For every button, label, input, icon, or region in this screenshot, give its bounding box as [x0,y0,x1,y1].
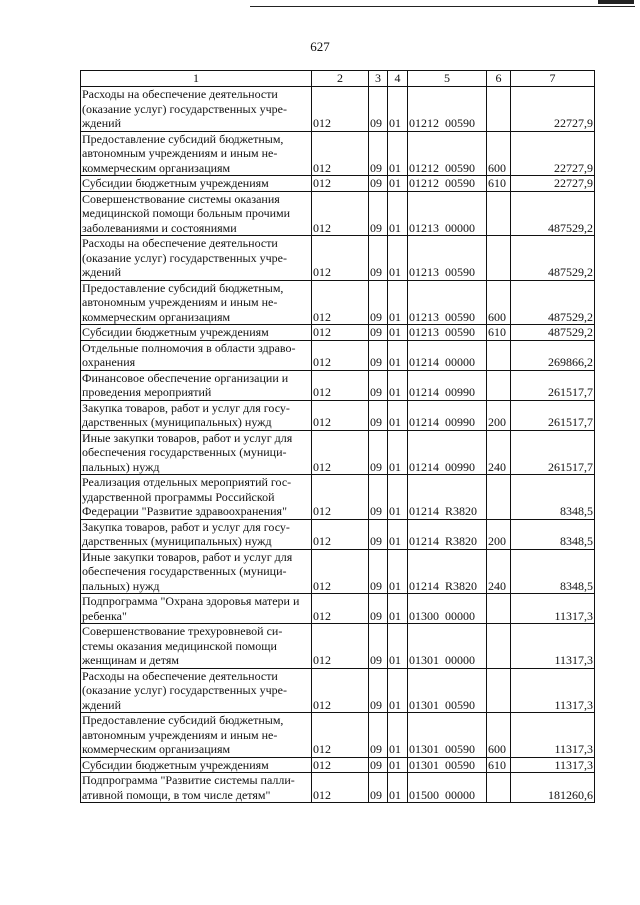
row-vr-code: 240 [487,549,511,594]
row-pr-code: 01 [388,236,408,281]
row-sum: 11317,3 [511,713,595,758]
row-gr-code: 012 [312,475,369,520]
row-name: Субсидии бюджетным учреждениям [81,757,312,773]
row-gr-code: 012 [312,549,369,594]
header-row [81,71,595,87]
row-csr-code: 01214 R3820 [408,475,487,520]
row-rz-code: 09 [369,280,388,325]
row-sum: 261517,7 [511,370,595,400]
row-gr-code: 012 [312,325,369,341]
row-name: Субсидии бюджетным учреждениям [81,325,312,341]
row-name: Реализация отдельных мероприятий гос- ударственной программы Российской Федерации "Развитие здравоохранения" [81,475,312,520]
row-gr-code: 012 [312,370,369,400]
table-row [81,668,595,713]
row-csr-code: 01213 00590 [408,325,487,341]
column-header: 1 [81,71,312,87]
row-name: Предоставление субсидий бюджетным, автономным учреждениям и иным не- коммерческим организациям [81,280,312,325]
row-csr-code: 01214 R3820 [408,549,487,594]
row-sum: 487529,2 [511,280,595,325]
row-gr-code: 012 [312,176,369,192]
row-rz-code: 09 [369,325,388,341]
table-row [81,713,595,758]
row-vr-code [487,594,511,624]
row-csr-code: 01301 00590 [408,668,487,713]
table-row [81,519,595,549]
row-vr-code [487,370,511,400]
row-pr-code: 01 [388,430,408,475]
row-vr-code: 200 [487,519,511,549]
row-pr-code: 01 [388,773,408,803]
row-rz-code: 09 [369,191,388,236]
row-pr-code: 01 [388,325,408,341]
row-rz-code: 09 [369,400,388,430]
row-rz-code: 09 [369,236,388,281]
row-name: Предоставление субсидий бюджетным, автономным учреждениям и иным не- коммерческим организациям [81,713,312,758]
row-name: Расходы на обеспечение деятельности (оказание услуг) государственных учре- ждений [81,236,312,281]
row-rz-code: 09 [369,773,388,803]
row-gr-code: 012 [312,773,369,803]
table-row [81,624,595,669]
table-row [81,325,595,341]
table-row [81,430,595,475]
table-row [81,236,595,281]
row-rz-code: 09 [369,370,388,400]
row-rz-code: 09 [369,757,388,773]
table-row [81,773,595,803]
row-pr-code: 01 [388,713,408,758]
row-pr-code: 01 [388,87,408,132]
row-csr-code: 01213 00590 [408,280,487,325]
row-vr-code [487,624,511,669]
row-csr-code: 01214 00000 [408,340,487,370]
row-name: Закупка товаров, работ и услуг для госу- дарственных (муниципальных) нужд [81,519,312,549]
row-name: Предоставление субсидий бюджетным, автономным учреждениям и иным не- коммерческим организациям [81,131,312,176]
row-pr-code: 01 [388,340,408,370]
column-header: 7 [511,71,595,87]
column-header: 6 [487,71,511,87]
row-csr-code: 01301 00590 [408,757,487,773]
table-row [81,549,595,594]
row-pr-code: 01 [388,519,408,549]
row-gr-code: 012 [312,757,369,773]
table-row [81,370,595,400]
row-sum: 22727,9 [511,87,595,132]
row-rz-code: 09 [369,430,388,475]
row-gr-code: 012 [312,519,369,549]
row-vr-code [487,773,511,803]
row-sum: 11317,3 [511,624,595,669]
row-sum: 261517,7 [511,430,595,475]
page-number: 627 [310,39,330,54]
table-row [81,280,595,325]
table-row [81,340,595,370]
row-vr-code: 600 [487,280,511,325]
row-pr-code: 01 [388,475,408,520]
row-name: Иные закупки товаров, работ и услуг для обеспечения государственных (муници- пальных) нужд [81,549,312,594]
row-gr-code: 012 [312,340,369,370]
row-csr-code: 01213 00590 [408,236,487,281]
row-vr-code: 200 [487,400,511,430]
row-vr-code [487,236,511,281]
row-sum: 22727,9 [511,176,595,192]
row-name: Расходы на обеспечение деятельности (оказание услуг) государственных учре- ждений [81,668,312,713]
row-vr-code [487,87,511,132]
row-gr-code: 012 [312,236,369,281]
row-pr-code: 01 [388,668,408,713]
row-gr-code: 012 [312,191,369,236]
row-rz-code: 09 [369,519,388,549]
row-pr-code: 01 [388,370,408,400]
row-sum: 8348,5 [511,549,595,594]
row-pr-code: 01 [388,624,408,669]
table-row [81,594,595,624]
table-row [81,191,595,236]
row-pr-code: 01 [388,400,408,430]
row-sum: 181260,6 [511,773,595,803]
row-rz-code: 09 [369,713,388,758]
row-sum: 11317,3 [511,668,595,713]
row-csr-code: 01212 00590 [408,176,487,192]
row-csr-code: 01214 00990 [408,430,487,475]
row-csr-code: 01300 00000 [408,594,487,624]
row-csr-code: 01213 00000 [408,191,487,236]
row-vr-code: 240 [487,430,511,475]
row-pr-code: 01 [388,191,408,236]
row-csr-code: 01301 00000 [408,624,487,669]
row-rz-code: 09 [369,475,388,520]
top-rule [250,6,635,7]
row-name: Субсидии бюджетным учреждениям [81,176,312,192]
row-sum: 487529,2 [511,191,595,236]
row-pr-code: 01 [388,280,408,325]
row-vr-code [487,668,511,713]
table-row [81,87,595,132]
row-rz-code: 09 [369,668,388,713]
table-row [81,176,595,192]
top-mark [598,0,634,4]
row-rz-code: 09 [369,549,388,594]
row-name: Расходы на обеспечение деятельности (оказание услуг) государственных учре- ждений [81,87,312,132]
row-gr-code: 012 [312,280,369,325]
row-name: Иные закупки товаров, работ и услуг для обеспечения государственных (муници- пальных) нужд [81,430,312,475]
row-gr-code: 012 [312,713,369,758]
row-vr-code [487,191,511,236]
row-gr-code: 012 [312,430,369,475]
row-gr-code: 012 [312,668,369,713]
row-gr-code: 012 [312,87,369,132]
table-row [81,400,595,430]
row-name: Отдельные полномочия в области здраво- охранения [81,340,312,370]
row-gr-code: 012 [312,624,369,669]
row-rz-code: 09 [369,176,388,192]
row-csr-code: 01212 00590 [408,131,487,176]
row-vr-code: 610 [487,176,511,192]
row-gr-code: 012 [312,594,369,624]
budget-table [80,70,595,803]
row-name: Совершенствование трехуровневой си- стемы оказания медицинской помощи женщинам и детям [81,624,312,669]
row-csr-code: 01214 R3820 [408,519,487,549]
row-pr-code: 01 [388,176,408,192]
row-pr-code: 01 [388,131,408,176]
row-rz-code: 09 [369,87,388,132]
row-pr-code: 01 [388,757,408,773]
row-csr-code: 01214 00990 [408,370,487,400]
column-header: 5 [408,71,487,87]
row-vr-code: 600 [487,131,511,176]
row-gr-code: 012 [312,131,369,176]
row-name: Закупка товаров, работ и услуг для госу- дарственных (муниципальных) нужд [81,400,312,430]
row-rz-code: 09 [369,594,388,624]
row-sum: 487529,2 [511,236,595,281]
row-sum: 8348,5 [511,475,595,520]
row-vr-code [487,475,511,520]
row-csr-code: 01212 00590 [408,87,487,132]
row-pr-code: 01 [388,594,408,624]
column-header: 4 [388,71,408,87]
row-rz-code: 09 [369,624,388,669]
row-name: Подпрограмма "Развитие системы палли- ативной помощи, в том числе детям" [81,773,312,803]
row-vr-code: 610 [487,325,511,341]
row-name: Подпрограмма "Охрана здоровья матери и ребенка" [81,594,312,624]
row-rz-code: 09 [369,131,388,176]
column-header: 3 [369,71,388,87]
row-sum: 11317,3 [511,757,595,773]
row-csr-code: 01214 00990 [408,400,487,430]
row-csr-code: 01500 00000 [408,773,487,803]
row-vr-code: 610 [487,757,511,773]
row-sum: 22727,9 [511,131,595,176]
row-sum: 487529,2 [511,325,595,341]
column-header: 2 [312,71,369,87]
row-pr-code: 01 [388,549,408,594]
row-vr-code: 600 [487,713,511,758]
row-sum: 8348,5 [511,519,595,549]
row-name: Финансовое обеспечение организации и проведения мероприятий [81,370,312,400]
row-sum: 11317,3 [511,594,595,624]
row-rz-code: 09 [369,340,388,370]
row-vr-code [487,340,511,370]
row-name: Совершенствование системы оказания медицинской помощи больным прочими заболеваниями и состояниями [81,191,312,236]
row-sum: 261517,7 [511,400,595,430]
row-gr-code: 012 [312,400,369,430]
row-csr-code: 01301 00590 [408,713,487,758]
row-sum: 269866,2 [511,340,595,370]
table-row [81,131,595,176]
table-row [81,475,595,520]
table-row [81,757,595,773]
